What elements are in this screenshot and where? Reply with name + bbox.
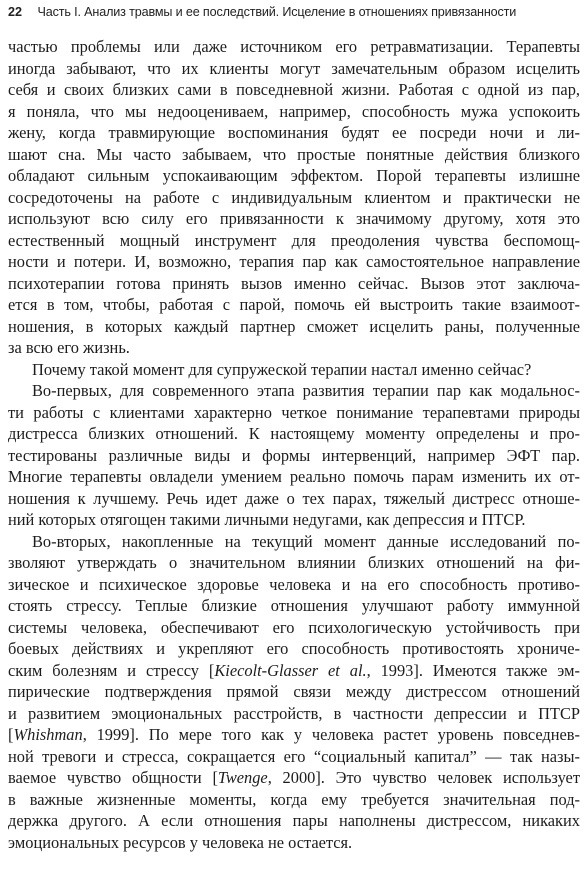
text-line: Во-вторых, накопленные на текущий момент данные исследований по- xyxy=(32,531,580,551)
book-page xyxy=(8,0,582,888)
text-line: жену, когда травмирующие воспоминания будят ее посреди ночи и ли- xyxy=(8,123,580,142)
text-line: Почему такой момент для супружеской терапии настал именно сейчас? xyxy=(32,359,532,379)
text-line: Многие терапевты овладели умением реально помочь парам изменить их от- xyxy=(8,467,580,486)
page-number: 22 xyxy=(8,5,23,19)
text-line: сосредоточены на работе с индивидуальным клиентом и практически не xyxy=(8,187,580,207)
text-line: ти работы с клиентами характерно четкое понимание терапевтами природы xyxy=(8,402,580,422)
text-line: ется в том, чтобы, работая с парой, помочь ей выстроить такие взаимоот- xyxy=(8,295,580,314)
text-line: шают сна. Мы часто забываем, что простые понятные действия близкого xyxy=(8,144,580,164)
text-line: ношения к лучшему. Речь идет даже о тех парах, тяжелый дистресс отноше- xyxy=(8,488,580,508)
text-line: тестированы различные виды и формы интервенций, например ЭФТ пар. xyxy=(8,445,580,465)
running-title: Часть I. Анализ травмы и ее последствий. Исцеление в отношениях привязанности xyxy=(37,5,517,19)
text-line: и развитием эмоциональных расстройств, в частности депрессии и ПТСР xyxy=(8,703,580,723)
text-line: частью проблемы или даже источником его ретравматизации. Терапевты xyxy=(8,37,580,56)
text-line: ским болезням и стрессу [Kiecolt-Glasser et al., 1993]. Имеются также эм- xyxy=(8,660,580,680)
text-line: ваемое чувство общности [Twenge, 2000]. Это чувство человек использует xyxy=(8,768,580,787)
running-head xyxy=(8,1,578,23)
body-text xyxy=(8,36,580,853)
text-line: себя и своих близких сами в повседневной жизни. Работая с одной из пар, xyxy=(8,80,580,99)
text-line: естественный мощный инструмент для преодоления чувства беспомощ- xyxy=(8,230,580,250)
paragraph xyxy=(8,359,580,381)
text-line: зволяют утверждать о значительном влиянии близких отношений на фи- xyxy=(8,553,580,572)
text-line: иногда забывают, что их клиенты могут замечательным образом исцелить xyxy=(8,58,580,78)
text-line: системы человека, обеспечивают его психологическую устойчивость при xyxy=(8,617,580,637)
text-line: ной тревоги и стресса, сокращается его “социальный капитал” — так назы- xyxy=(8,746,580,766)
text-line: эмоциональных ресурсов у человека не остается. xyxy=(8,832,353,852)
text-line: за всю его жизнь. xyxy=(8,338,130,357)
text-line: ности и потери. И, возможно, терапия пар как самостоятельное направление xyxy=(8,252,580,271)
text-line: используют всю силу его привязанности к значимому другому, хотя это xyxy=(8,209,580,228)
text-line: держка другого. А если отношения пары наполнены дистрессом, никаких xyxy=(8,811,580,830)
text-line: в важные жизненные моменты, когда ему требуется значительная под- xyxy=(8,789,580,809)
text-line: обладают сильным успокаивающим эффектом. Порой терапевты излишне xyxy=(8,166,580,185)
paragraph xyxy=(8,36,580,359)
text-line: я поняла, что мы недооцениваем, например, способность мужа успокоить xyxy=(8,101,580,121)
text-line: Во-первых, для современного этапа развития терапии пар как модальнос- xyxy=(32,381,580,400)
paragraph xyxy=(8,380,580,531)
text-line: психотерапии готова принять вызов именно сейчас. Вызов этот заключа- xyxy=(8,273,580,293)
text-line: пирические подтверждения прямой связи между дистрессом отношений xyxy=(8,682,580,701)
text-line: ний которых отягощен такими личными недугами, как депрессия и ПТСР. xyxy=(8,510,526,529)
text-line: стоять стрессу. Теплые близкие отношения улучшают работу иммунной xyxy=(8,596,580,615)
text-line: зическое и психическое здоровье человека и на его способность противо- xyxy=(8,574,580,594)
paragraph xyxy=(8,531,580,854)
text-line: ношения, в которых каждый партнер сможет исцелить раны, полученные xyxy=(8,316,580,336)
text-line: дистресса близких отношений. К настоящему моменту определены и про- xyxy=(8,424,580,443)
text-line: боевых действиях и укрепляют его способность противостоять хрониче- xyxy=(8,639,580,658)
text-line: [Whishman, 1999]. По мере того как у человека растет уровень повседнев- xyxy=(8,725,580,744)
